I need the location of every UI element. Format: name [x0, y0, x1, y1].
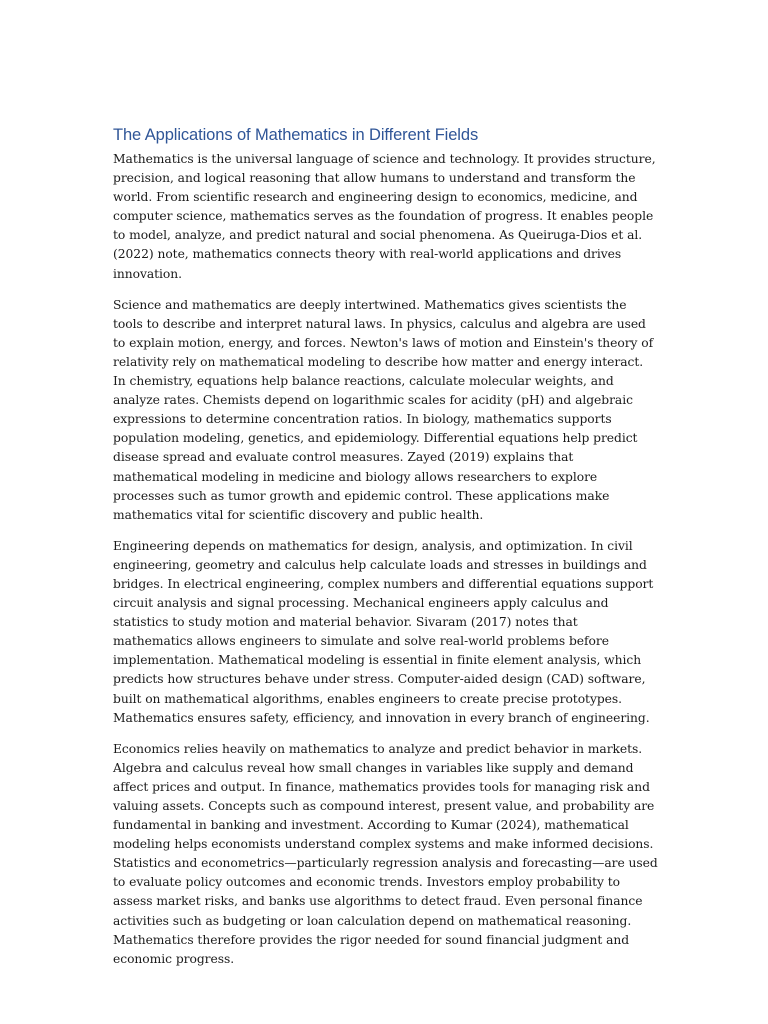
paragraph-economics: Economics relies heavily on mathematics to analyze and predict behavior in markets. Algebra and calculus reveal how small changes in variables like supply and demand affect prices and output. In finance, mathematics provides tools for managing risk and valuing assets. Concepts such as compound interest, present value, and probability are fundamental in banking and investment. According to Kumar (2024), mathematical modeling helps economists understand complex systems and make informed decisions. Statistics and econometrics—particularly regression analysis and forecasting—are used to evaluate policy outcomes and economic trends. Investors employ probability to assess market risks, and banks use algorithms to detect fraud. Even personal finance activities such as budgeting or loan calculation depend on mathematical reasoning. Mathematics therefore provides the rigor needed for sound financial judgment and economic progress.	[113, 741, 658, 966]
document-title: The Applications of Mathematics in Different Fields	[113, 126, 479, 144]
document-body	[113, 124, 658, 981]
paragraph-science: Science and mathematics are deeply intertwined. Mathematics gives scientists the tools to describe and interpret natural laws. In physics, calculus and algebra are used to explain motion, energy, and forces. Newton's laws of motion and Einstein's theory of relativity rely on mathematical modeling to describe how matter and energy interact. In chemistry, equations help balance reactions, calculate molecular weights, and analyze rates. Chemists depend on logarithmic scales for acidity (pH) and algebraic expressions to determine concentration ratios. In biology, mathematics supports population modeling, genetics, and epidemiology. Differential equations help predict disease spread and evaluate control measures. Zayed (2019) explains that mathematical modeling in medicine and biology allows researchers to explore processes such as tumor growth and epidemic control. These applications make mathematics vital for scientific discovery and public health.	[113, 297, 654, 522]
paragraph-engineering: Engineering depends on mathematics for design, analysis, and optimization. In civil engineering, geometry and calculus help calculate loads and stresses in buildings and bridges. In electrical engineering, complex numbers and differential equations support circuit analysis and signal processing. Mechanical engineers apply calculus and statistics to study motion and material behavior. Sivaram (2017) notes that mathematics allows engineers to simulate and solve real-world problems before implementation. Mathematical modeling is essential in finite element analysis, which predicts how structures behave under stress. Computer-aided design (CAD) software, built on mathematical algorithms, enables engineers to create precise prototypes. Mathematics ensures safety, efficiency, and innovation in every branch of engineering.	[113, 538, 654, 725]
paragraph-introduction: Mathematics is the universal language of science and technology. It provides structure, precision, and logical reasoning that allow humans to understand and transform the world. From scientific research and engineering design to economics, medicine, and computer science, mathematics serves as the foundation of progress. It enables people to model, analyze, and predict natural and social phenomena. As Queiruga-Dios et al. (2022) note, mathematics connects theory with real-world applications and drives innovation.	[113, 152, 656, 281]
